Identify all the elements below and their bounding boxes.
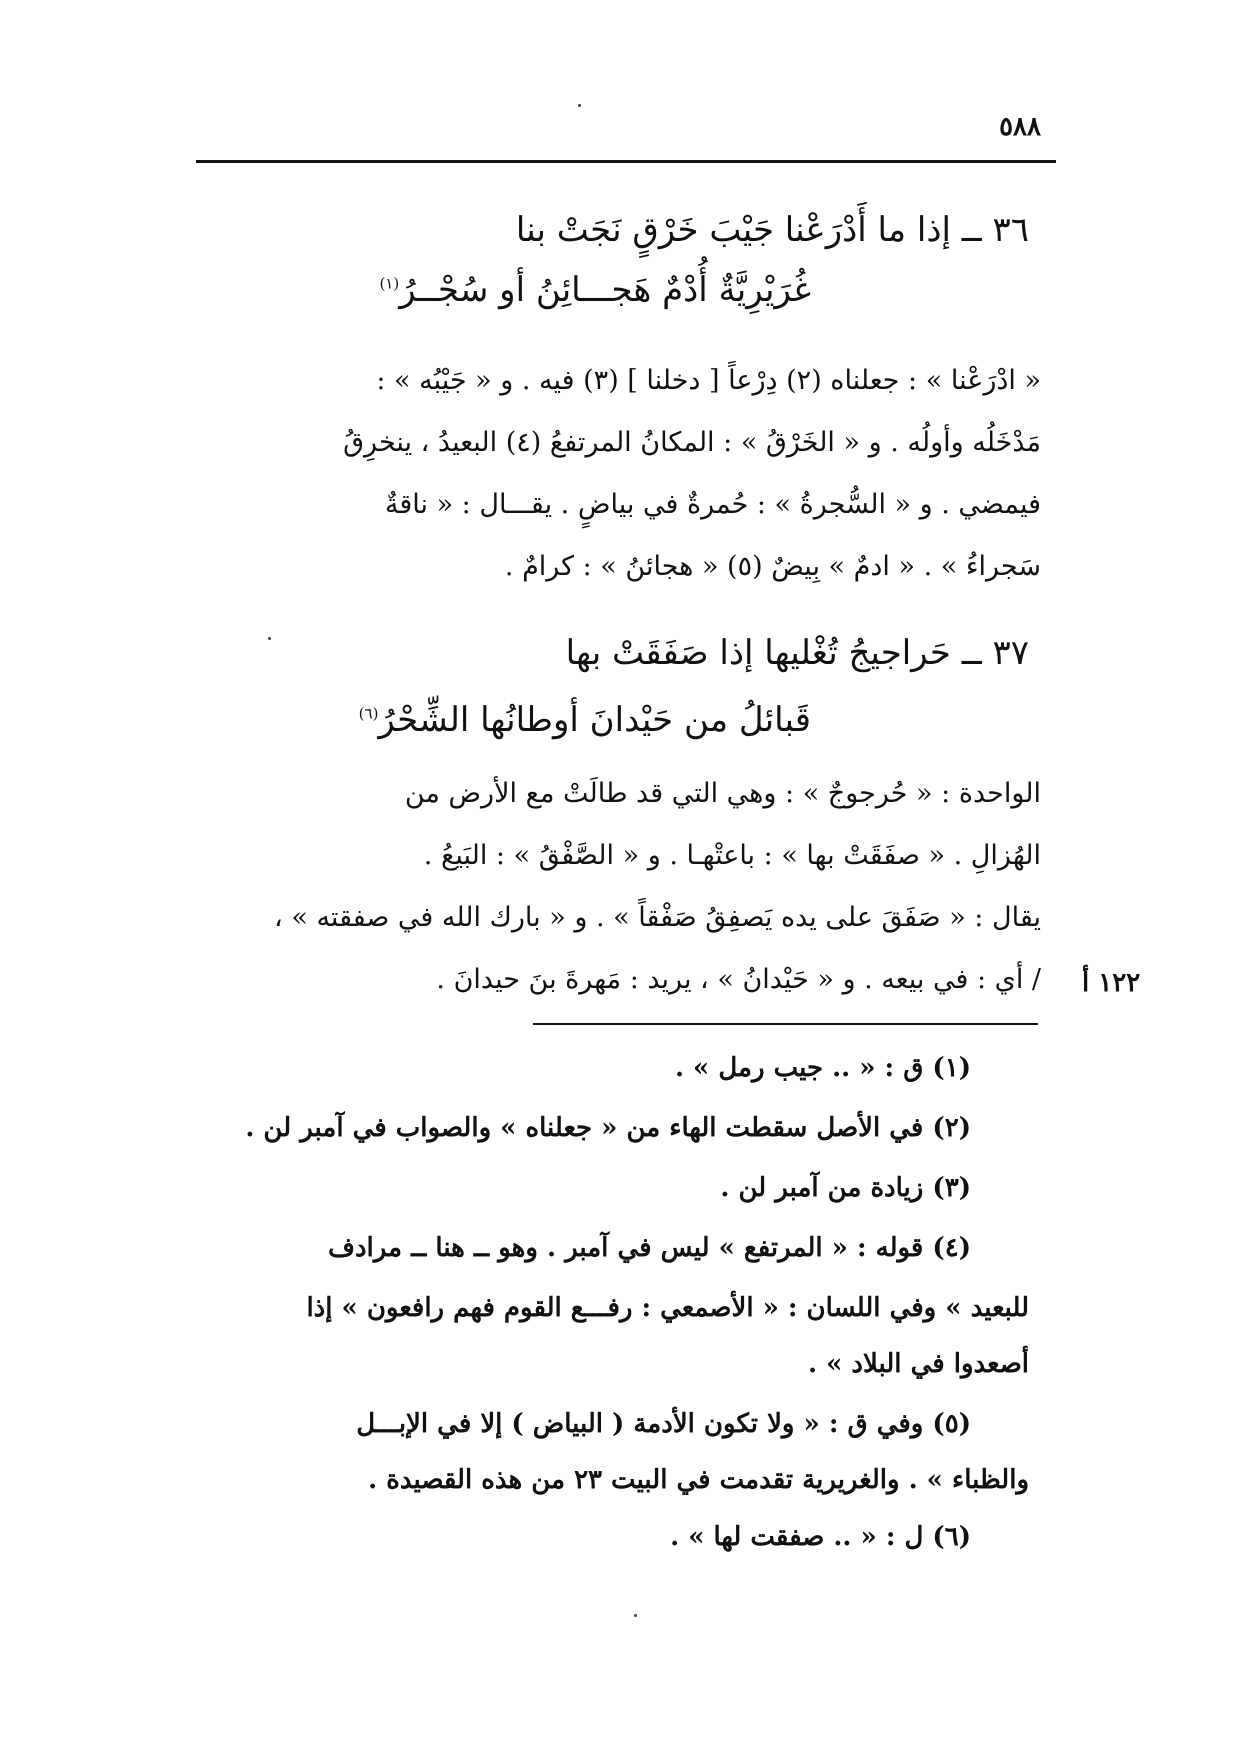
footnote-2: (٢) في الأصل سقطت الهاء من « جعلناه » والصواب في آمبر لن . <box>245 1113 971 1143</box>
commentary-37-line-2: الهُزالِ . « صفَقَتْ بها » : باعتْهـا . و « الصَّفْقُ » : البَيعُ . <box>423 840 1041 871</box>
page-number: ٥٨٨ <box>999 112 1041 142</box>
verse-36-line-2 <box>379 270 811 310</box>
verse-36-line-2-text: غُرَيْرِيَّةٌ أُدْمٌ هَجـــائِنُ أو سُجْــرُ <box>399 270 811 310</box>
commentary-37-line-3: يقال : « صَفَقَ على يده يَصفِقُ صَفْقاً » . و « بارك الله في صفقته » ، <box>274 902 1041 933</box>
verse-36-line-1: ٣٦ ــ إذا ما أَدْرَعْنا جَيْبَ خَرْقٍ نَجَتْ بنا <box>515 210 1029 250</box>
commentary-36-line-3: فيمضي . و « السُّجرةُ » : حُمرةٌ في بياضٍ . يقـــال : « ناقةٌ <box>384 489 1041 520</box>
header-rule <box>196 160 1056 163</box>
margin-folio-reference: ١٢٢ أ <box>1082 968 1141 998</box>
commentary-37-line-4: / أي : في بيعه . و « حَيْدانُ » ، يريد : مَهرةَ بنَ حيدانَ . <box>436 964 1041 995</box>
commentary-36-line-1: « ادْرَعْنا » : جعلناه (٢) دِرْعاً [ دخلنا ] (٣) فيه . و « جَيْبُه » : <box>376 365 1041 396</box>
footnote-5-line-1: (٥) وفي ق : « ولا تكون الأدمة ( البياض ) إلا في الإبـــل <box>356 1409 971 1439</box>
commentary-36-line-4: سَجراءُ » . « ادمٌ » بِيضٌ (٥) « هجائنُ » : كرامٌ . <box>504 551 1041 582</box>
footnote-3: (٣) زيادة من آمبر لن . <box>720 1173 971 1203</box>
footnote-1: (١) ق : « .. جيب رمل » . <box>674 1053 971 1083</box>
scan-speck <box>578 104 581 107</box>
scan-speck <box>268 637 271 640</box>
footnote-4-line-1: (٤) قوله : « المرتفع » ليس في آمبر . وهو ــ هنا ــ مرادف <box>328 1233 971 1263</box>
footnote-5-line-2: والظباء » . والغريرية تقدمت في البيت ٢٣ من هذه القصيدة . <box>368 1465 1029 1495</box>
footnote-4-line-3: أصعدوا في البلاد » . <box>808 1349 1029 1379</box>
verse-37-line-1: ٣٧ ــ حَراجيجُ تُغْليها إذا صَفَقَتْ بها <box>565 633 1029 673</box>
verse-37-line-2-text: قَبائلُ من حَيْدانَ أوطانُها الشِّحْرُ <box>378 700 811 740</box>
footnote-rule <box>533 1023 1038 1025</box>
scan-speck <box>634 1614 637 1617</box>
footnote-ref-1: (١) <box>379 274 400 293</box>
footnote-6: (٦) ل : « .. صفقت لها » . <box>670 1522 971 1552</box>
commentary-37-line-1: الواحدة : « حُرجوجٌ » : وهي التي قد طالَتْ مع الأرض من <box>404 778 1041 809</box>
footnote-ref-6: (٦) <box>358 704 379 723</box>
verse-37-line-2 <box>359 700 811 740</box>
commentary-36-line-2: مَدْخَلُه وأولُه . و « الخَرْقُ » : المكانُ المرتفعُ (٤) البعيدُ ، ينخرِقُ <box>343 427 1041 458</box>
footnote-4-line-2: للبعيد » وفي اللسان : « الأصمعي : رفـــع القوم فهم رافعون » إذا <box>306 1293 1029 1323</box>
